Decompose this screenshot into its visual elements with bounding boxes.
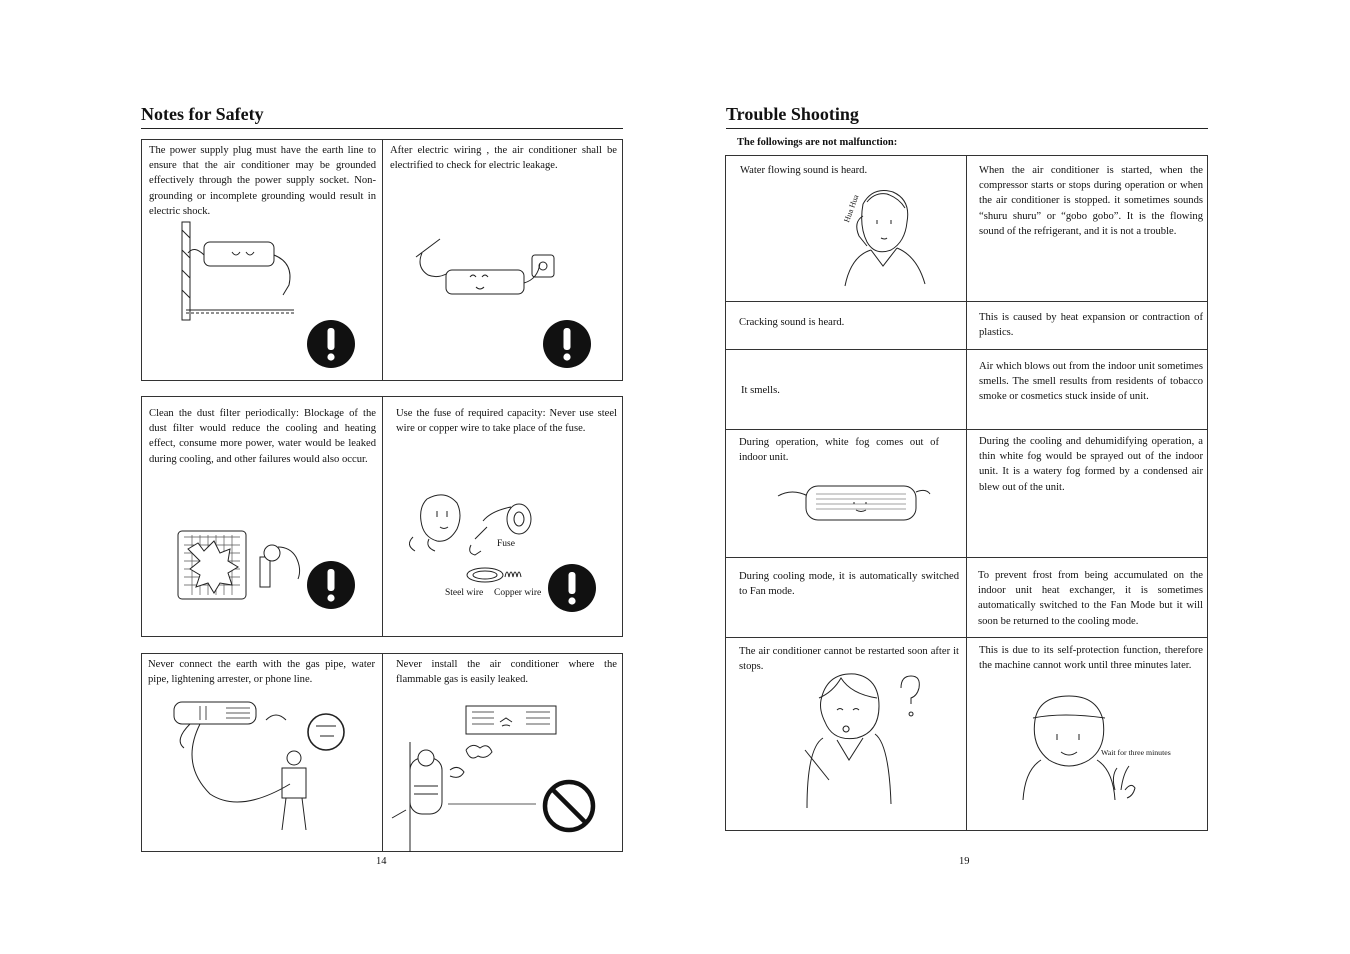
fog-ac-illustration bbox=[776, 478, 931, 528]
page-title: Notes for Safety bbox=[141, 104, 264, 124]
safety-row-1 bbox=[141, 139, 623, 381]
subheading: The followings are not malfunction: bbox=[737, 137, 898, 148]
symptom-cell: During operation, white fog comes out of indoor unit. bbox=[739, 437, 939, 464]
warning-exclamation-icon bbox=[307, 561, 355, 609]
listening-person-illustration bbox=[841, 186, 931, 291]
safety-note-flammable-gas: Never install the air conditioner where the flammable gas is easily leaked. bbox=[396, 659, 617, 686]
explanation-cell: During the cooling and dehumidifying operation, a thin white fog would be sprayed out of the indoor unit. It is a watery fog formed by a condensed air blew out of the unit. bbox=[979, 436, 1203, 493]
safety-note-electric-leakage: After electric wiring , the air conditioner shall be electrified to check for electric leakage. bbox=[390, 145, 617, 172]
safety-note-fuse: Use the fuse of required capacity: Never use steel wire or copper wire to take place of the fuse. bbox=[396, 408, 617, 435]
safety-row-3 bbox=[141, 653, 623, 852]
flammable-gas-illustration bbox=[392, 706, 562, 831]
safety-note-earth-line: The power supply plug must have the earth line to ensure that the air conditioner may be grounded effectively through the power supply socket. Non-grounding or incomplete grounding would result in electric shock. bbox=[149, 145, 376, 217]
page-number: 19 bbox=[959, 856, 970, 867]
symptom-cell: Water flowing sound is heard. bbox=[740, 165, 868, 176]
thinking-person-illustration bbox=[801, 670, 921, 805]
title-rule bbox=[141, 128, 623, 129]
sound-text: Hua Hua bbox=[842, 193, 861, 224]
explanation-cell: Air which blows out from the indoor unit sometimes smells. The smell results from residents of tobacco smoke or cosmetics stuck inside of unit. bbox=[979, 361, 1203, 403]
explanation-cell: This is due to its self-protection function, therefore the machine cannot work until three minutes later. bbox=[979, 645, 1203, 672]
safety-note-earth-connection: Never connect the earth with the gas pipe, water pipe, lightening arrester, or phone line. bbox=[148, 659, 375, 686]
warning-exclamation-icon bbox=[543, 320, 591, 368]
fuse-and-wires-illustration bbox=[407, 489, 537, 599]
right-page bbox=[675, 0, 1350, 954]
warning-exclamation-icon bbox=[548, 564, 596, 612]
explanation-cell: This is caused by heat expansion or contraction of plastics. bbox=[979, 312, 1203, 339]
wait-caption: Wait for three minutes bbox=[1101, 748, 1171, 757]
safety-note-dust-filter: Clean the dust filter periodically: Blockage of the dust filter would reduce the cooling and heating effect, consume more power, water would be leaked during cooling, and other failures would also occur. bbox=[149, 408, 376, 465]
symptom-cell: Cracking sound is heard. bbox=[739, 317, 845, 328]
earthed-ac-illustration bbox=[174, 220, 304, 325]
dust-filter-illustration bbox=[174, 527, 304, 602]
title-rule bbox=[726, 128, 1208, 129]
symptom-cell: The air conditioner cannot be restarted soon after it stops. bbox=[739, 646, 959, 673]
improper-earthing-illustration bbox=[170, 698, 345, 833]
page-number: 14 bbox=[376, 856, 387, 867]
prohibited-icon bbox=[542, 779, 596, 833]
explanation-cell: To prevent frost from being accumulated on the indoor unit heat exchanger, it is sometimes automatically switched to the Fan Mode but it will soon be returned to the cooling mode. bbox=[978, 570, 1203, 627]
copper-wire-label: Copper wire bbox=[494, 588, 542, 598]
fuse-label: Fuse bbox=[497, 539, 515, 549]
page-title: Trouble Shooting bbox=[726, 104, 859, 124]
symptom-cell: It smells. bbox=[741, 385, 780, 396]
electrified-ac-illustration bbox=[414, 235, 564, 305]
steel-wire-label: Steel wire bbox=[445, 588, 484, 598]
explanation-cell: When the air conditioner is started, when the compressor starts or stops during operation or when the air conditioner is stopped. it sometimes sounds “shuru shuru” or “gobo gobo”. It is the flowing sound of the refrigerant, and it is not a trouble. bbox=[979, 165, 1203, 237]
warning-exclamation-icon bbox=[307, 320, 355, 368]
safety-row-2 bbox=[141, 396, 623, 637]
symptom-cell: During cooling mode, it is automatically switched to Fan mode. bbox=[739, 571, 959, 598]
trouble-table bbox=[725, 155, 1208, 831]
